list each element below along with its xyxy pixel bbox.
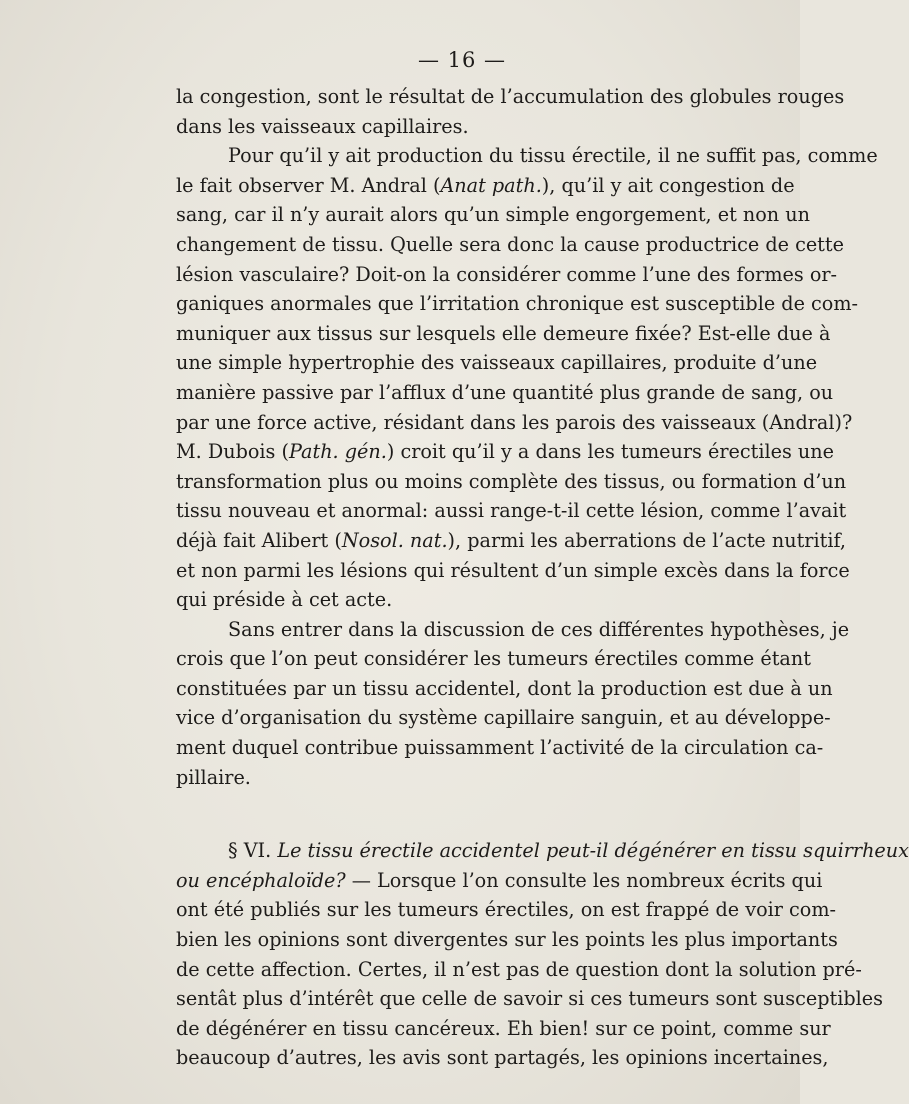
text-line: vice d’organisation du système capillaire sanguin, et au développe- — [176, 706, 831, 730]
section-heading-line: § VI. Le tissu érectile accidentel peut-il dégénérer en tissu squirrheux — [228, 839, 909, 863]
text-line: M. Dubois (Path. gén.) croit qu’il y a dans les tumeurs érectiles une — [176, 440, 834, 464]
paragraph — [176, 141, 878, 615]
text-line: une simple hypertrophie des vaisseaux capillaires, produite d’une — [176, 351, 818, 375]
text-line: ont été publiés sur les tumeurs érectiles, on est frappé de voir com- — [176, 898, 837, 922]
text-line: qui préside à cet acte. — [176, 588, 393, 612]
text-line: bien les opinions sont divergentes sur les points les plus importants — [176, 928, 838, 952]
text-line: par une force active, résidant dans les parois des vaisseaux (Andral)? — [176, 410, 853, 434]
section-paragraph — [176, 836, 909, 1073]
section-gap — [176, 792, 728, 836]
text-line: ou encéphaloïde? — Lorsque l’on consulte les nombreux écrits qui — [176, 868, 823, 892]
text-line: pillaire. — [176, 765, 251, 789]
text-line: la congestion, sont le résultat de l’accumulation des globules rouges — [176, 85, 845, 108]
text-line: ment duquel contribue puissamment l’activité de la circulation ca- — [176, 736, 824, 760]
paragraph — [176, 615, 850, 793]
text-line: changement de tissu. Quelle sera donc la cause productrice de cette — [176, 232, 844, 256]
text-line: Pour qu’il y ait production du tissu érectile, il ne suffit pas, comme — [228, 144, 878, 168]
text-line: Sans entrer dans la discussion de ces différentes hypothèses, je — [228, 617, 850, 641]
text-line: sentât plus d’intérêt que celle de savoir si ces tumeurs sont susceptibles — [176, 987, 883, 1011]
text-line: muniquer aux tissus sur lesquels elle demeure fixée? Est-elle due à — [176, 321, 831, 345]
text-line: et non parmi les lésions qui résultent d’un simple excès dans la force — [176, 558, 850, 582]
text-block — [176, 40, 909, 1073]
text-line: ganiques anormales que l’irritation chronique est susceptible de com- — [176, 292, 858, 316]
page-number: — 16 — — [417, 48, 507, 72]
text-line: de cette affection. Certes, il n’est pas de question dont la solution pré- — [176, 957, 862, 981]
text-line: constituées par un tissu accidentel, dont la production est due à un — [176, 676, 833, 700]
text-line: beaucoup d’autres, les avis sont partagés, les opinions incertaines, — [176, 1046, 829, 1070]
text-line: tissu nouveau et anormal: aussi range-t-il cette lésion, comme l’avait — [176, 499, 847, 523]
text-line: sang, car il n’y aurait alors qu’un simple engorgement, et non un — [176, 203, 810, 227]
text-line: déjà fait Alibert (Nosol. nat.), parmi les aberrations de l’acte nutritif, — [176, 528, 846, 552]
text-line: le fait observer M. Andral (Anat path.), qu’il y ait congestion de — [176, 173, 795, 197]
paragraph — [176, 82, 845, 141]
text-line: dans les vaisseaux capillaires. — [176, 114, 469, 138]
text-line: transformation plus ou moins complète des tissus, ou formation d’un — [176, 469, 847, 493]
text-line: de dégénérer en tissu cancéreux. Eh bien! sur ce point, comme sur — [176, 1016, 831, 1040]
text-line: lésion vasculaire? Doit-on la considérer comme l’une des formes or- — [176, 262, 838, 286]
text-line: crois que l’on peut considérer les tumeurs érectiles comme étant — [176, 647, 811, 671]
text-line: manière passive par l’afflux d’une quantité plus grande de sang, ou — [176, 380, 834, 404]
